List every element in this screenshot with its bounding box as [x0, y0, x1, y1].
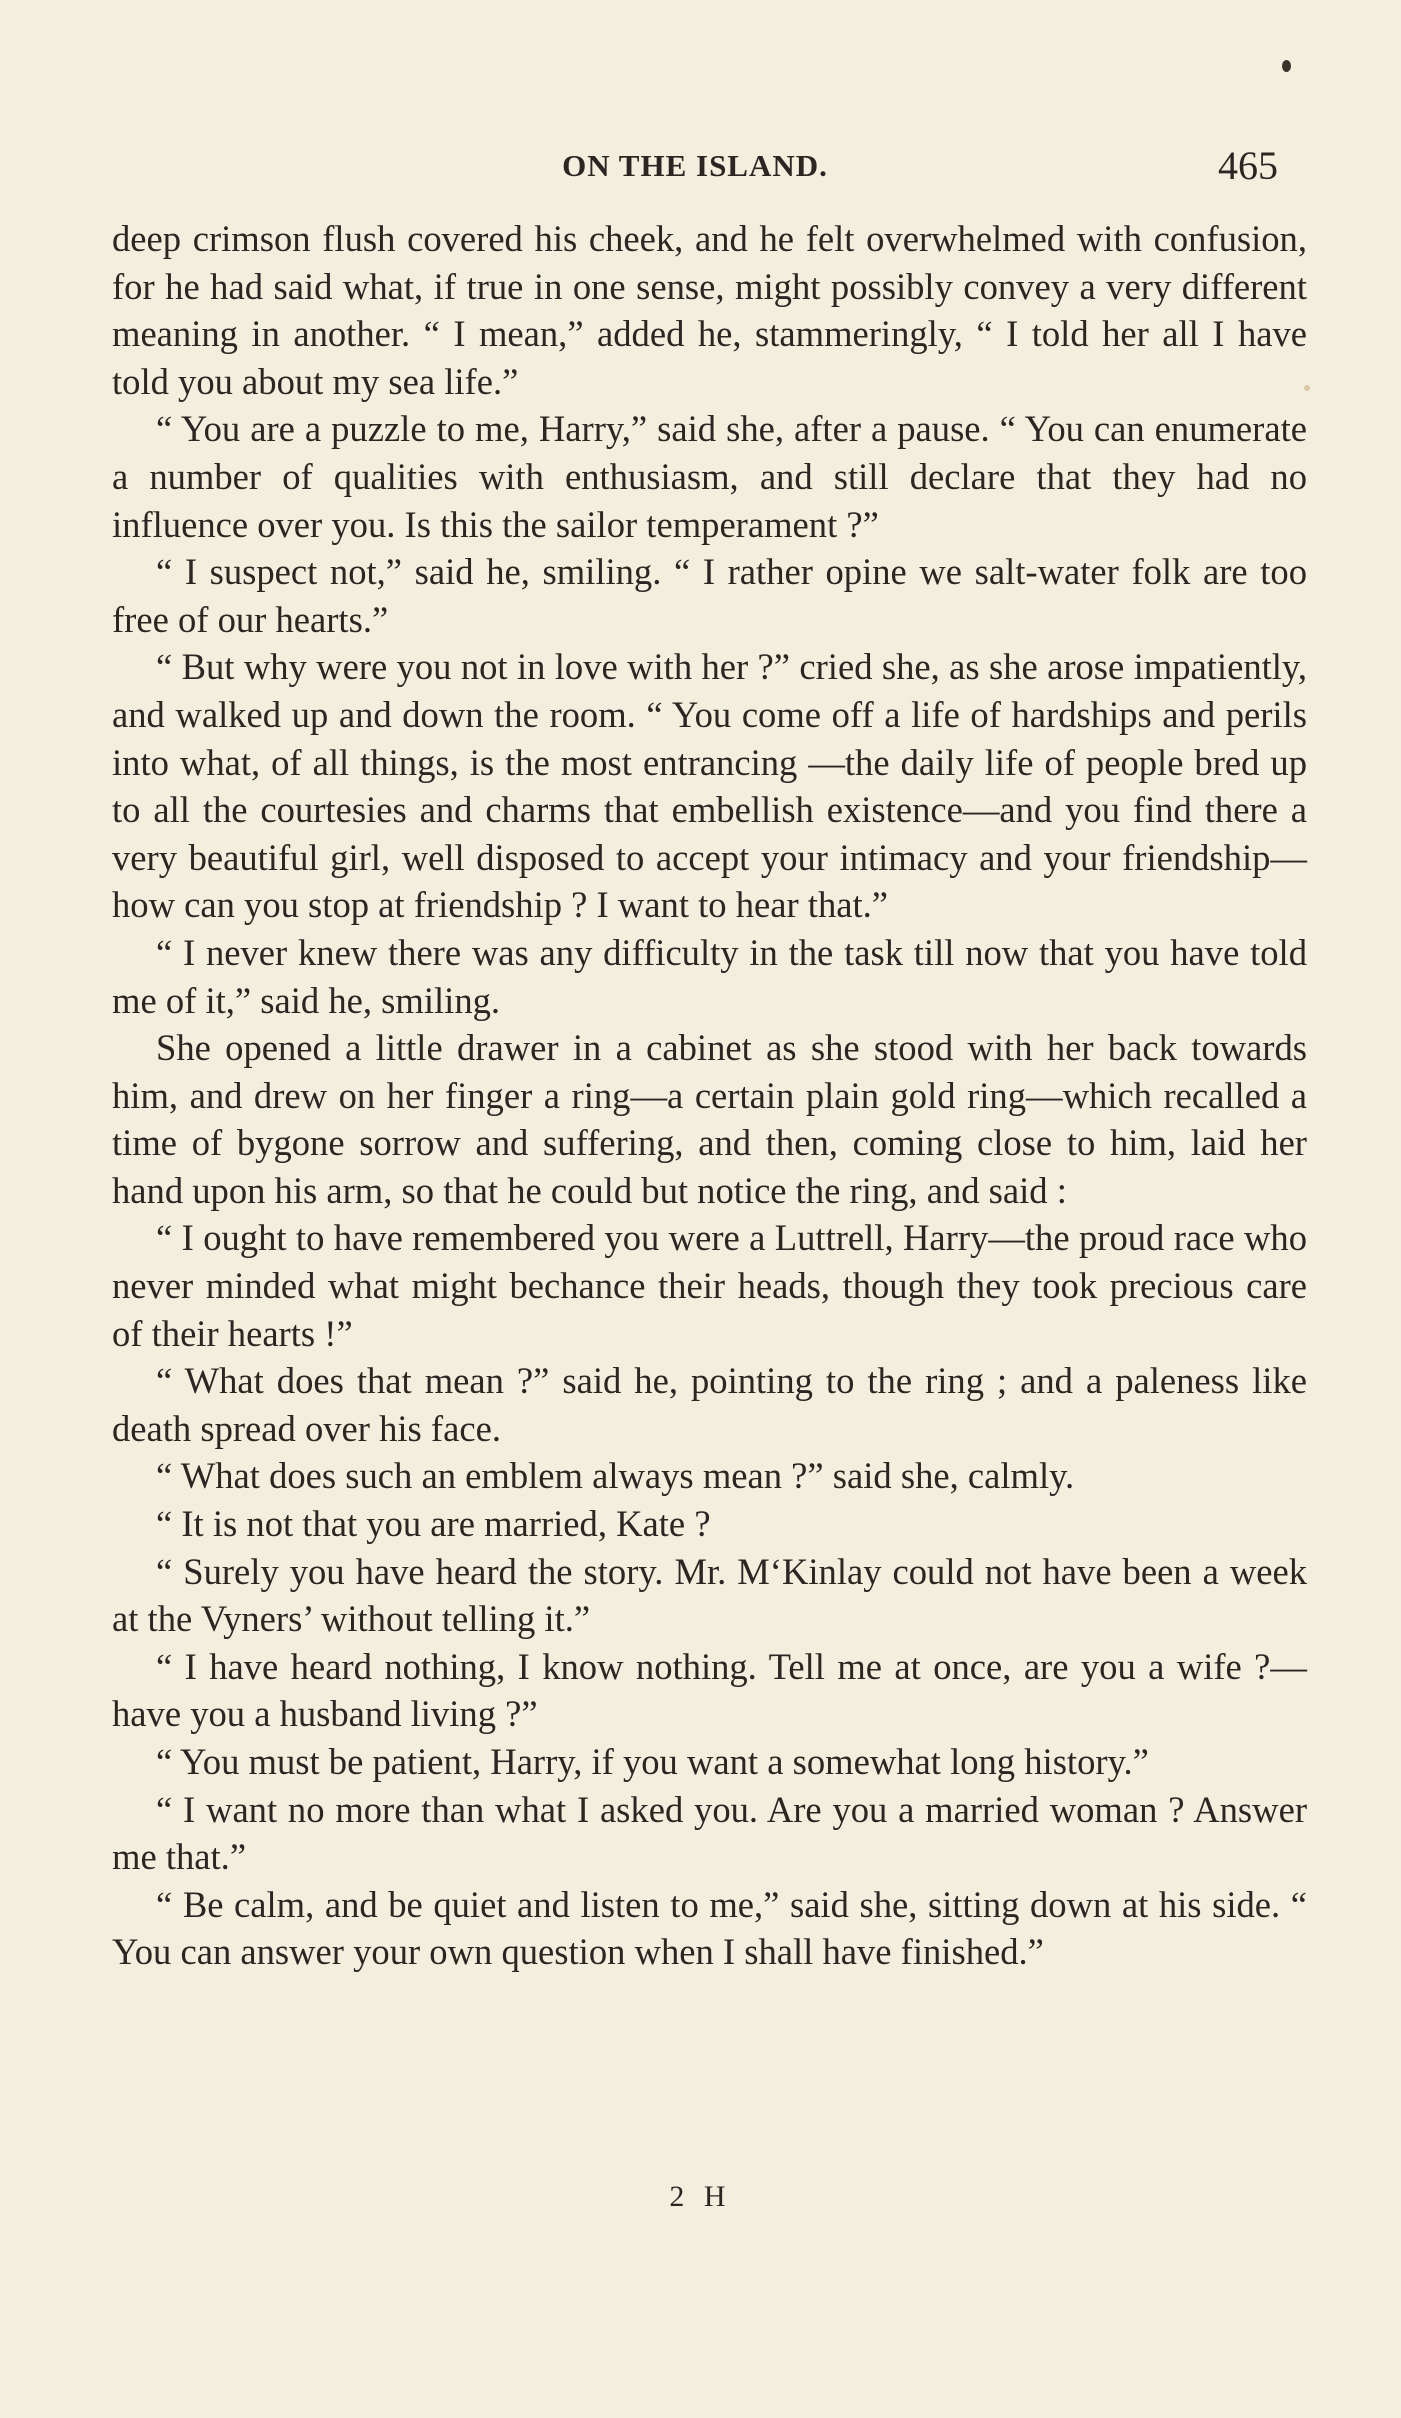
paragraph: “ I have heard nothing, I know nothing. Tell me at once, are you a wife ?—have you a husband living ?” — [112, 1645, 1307, 1735]
paragraph: “ What does such an emblem always mean ?” said she, calmly. — [156, 1455, 1075, 1497]
paragraph: “ I never knew there was any difficulty in the task till now that you have told me of it,” said he, smiling. — [112, 931, 1307, 1021]
paragraph: “ You must be patient, Harry, if you want a somewhat long history.” — [156, 1741, 1149, 1782]
running-title: ON THE ISLAND. — [562, 148, 828, 183]
paragraph: “ You are a puzzle to me, Harry,” said she, after a pause. “ You can enumerate a number of qualities with enthusiasm, and still declare that they had no influence over you. Is this the sailor temperament ?” — [112, 408, 1307, 545]
paragraph: “ Be calm, and be quiet and listen to me,” said she, sitting down at his side. “ You can answer your own question when I shall have finished.” — [112, 1883, 1307, 1973]
signature-mark: 2 H — [669, 2180, 732, 2213]
ink-speck — [1282, 60, 1291, 72]
running-header — [112, 142, 1278, 192]
paragraph: deep crimson flush covered his cheek, and he felt overwhelmed with confusion, for he had said what, if true in one sense, might possibly convey a very different meaning in another. “ I mean,” added he, stammeringly, “ I told her all I have told you about my sea life.” — [112, 218, 1307, 402]
paragraph: She opened a little drawer in a cabinet as she stood with her back towards him, and drew on her finger a ring—a certain plain gold ring—which recalled a time of bygone sorrow and suffering, and then, coming close to him, laid her hand upon his arm, so that he could but notice the ring, and said : — [112, 1027, 1307, 1211]
body-text — [112, 215, 1307, 1976]
page-number: 465 — [1218, 143, 1278, 188]
paragraph: “ What does that mean ?” said he, pointing to the ring ; and a paleness like death spread over his face. — [112, 1360, 1307, 1449]
paragraph: “ I want no more than what I asked you. Are you a married woman ? Answer me that.” — [112, 1788, 1307, 1878]
paragraph: “ I ought to have remembered you were a Luttrell, Harry—the proud race who never minded what might bechance their heads, though they took precious care of their hearts !” — [112, 1217, 1307, 1354]
paragraph: “ But why were you not in love with her ?” cried she, as she arose impatiently, and walked up and down the room. “ You come off a life of hardships and perils into what, of all things, is the most entrancing —the daily life of people bred up to all the courtesies and charms that embellish existence—and you find there a very beautiful girl, well disposed to accept your intimacy and your friendship—how can you stop at friendship ? I want to hear that.” — [112, 646, 1307, 926]
paragraph: “ It is not that you are married, Kate ? — [156, 1503, 711, 1545]
paragraph: “ I suspect not,” said he, smiling. “ I rather opine we salt-water folk are too free of our hearts.” — [112, 551, 1307, 640]
paragraph: “ Surely you have heard the story. Mr. M‘Kinlay could not have been a week at the Vyners’ without telling it.” — [112, 1550, 1307, 1640]
